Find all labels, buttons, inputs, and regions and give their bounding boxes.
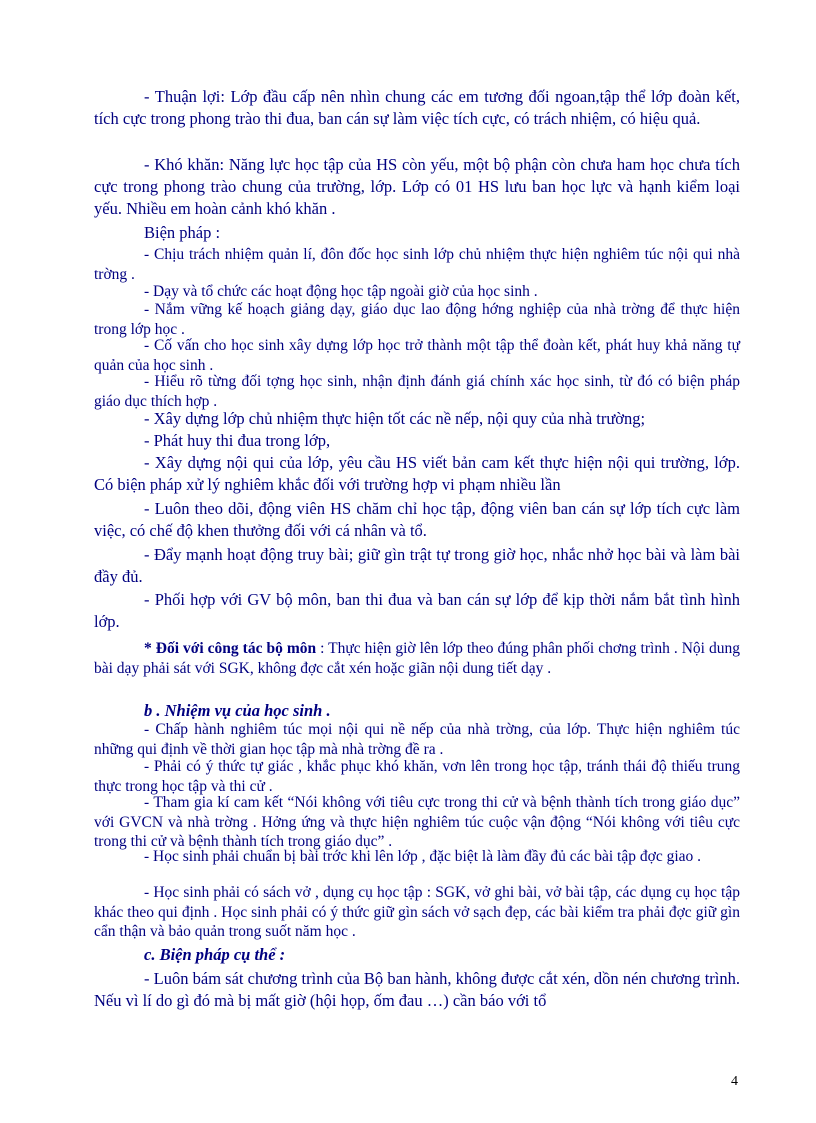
heading-nhiem-vu-hoc-sinh: b . Nhiệm vụ của học sinh .: [144, 701, 331, 720]
bien-phap-item-5: - Hiểu rõ từng đối tợng học sinh, nhận định đánh giá chính xác học sinh, từ đó có biện pháp giáo dục thích hợp .: [94, 373, 740, 410]
bien-phap-label: Biện pháp :: [144, 223, 221, 242]
nhiem-vu-item-3: - Tham gia kí cam kết “Nói không với tiêu cực trong thi cử và bệnh thành tích trong giáo dục” với GVCN và nhà trờng . Hởng ứng và thực hiện nghiêm túc cuộc vận động “Nói không với tiêu cực trong thi cử và bệnh thành tích trong giáo dục” .: [94, 794, 740, 850]
paragraph-thuan-loi: - Thuận lợi: Lớp đầu cấp nên nhìn chung các em tương đối ngoan,tập thể lớp đoàn kết, tích cực trong phong trào thi đua, ban cán sự làm việc tích cực, có trách nhiệm, có hiệu quả.: [94, 87, 740, 128]
doi-voi-cong-tac-bo-mon: [94, 639, 740, 678]
bien-phap-item-10: - Đẩy mạnh hoạt động truy bài; giữ gìn trật tự trong giờ học, nhắc nhở học bài và làm bài đầy đủ.: [94, 545, 740, 586]
bien-phap-item-3: - Nắm vững kế hoạch giảng dạy, giáo dục lao động hớng nghiệp của nhà trờng để thực hiện trong lớp học .: [94, 301, 740, 338]
bien-phap-item-7: - Phát huy thi đua trong lớp,: [144, 431, 331, 450]
bien-phap-item-6: - Xây dựng lớp chủ nhiệm thực hiện tốt các nề nếp, nội quy của nhà trường;: [144, 409, 646, 428]
doi-voi-label: * Đối với công tác bộ môn: [144, 640, 317, 657]
bien-phap-item-1: - Chịu trách nhiệm quản lí, đôn đốc học sinh lớp chủ nhiệm thực hiện nghiêm túc nội qui nhà trờng .: [94, 246, 740, 283]
nhiem-vu-item-1: - Chấp hành nghiêm túc mọi nội qui nề nếp của nhà trờng, của lớp. Thực hiện nghiêm túc những qui định về thời gian học tập mà nhà trờng đề ra .: [94, 721, 740, 758]
bien-phap-item-9: - Luôn theo dõi, động viên HS chăm chỉ học tập, động viên ban cán sự lớp tích cực làm việc, có chế độ khen thưởng đối với cá nhân và tổ.: [94, 499, 740, 540]
nhiem-vu-item-2: - Phải có ý thức tự giác , khắc phục khó khăn, vơn lên trong học tập, tránh thái độ thiếu trung thực trong học tập và thi cử .: [94, 758, 740, 795]
bien-phap-cu-the-item-1: - Luôn bám sát chương trình của Bộ ban hành, không được cắt xén, dồn nén chương trình. Nếu vì lí do gì đó mà bị mất giờ (hội họp, ốm đau …) cần báo với tổ: [94, 969, 740, 1010]
bien-phap-item-11: - Phối hợp với GV bộ môn, ban thi đua và ban cán sự lớp để kịp thời nắm bắt tình hình lớp.: [94, 590, 740, 631]
page-number: 4: [731, 1074, 738, 1089]
nhiem-vu-item-5: - Học sinh phải có sách vở , dụng cụ học tập : SGK, vở ghi bài, vở bài tập, các dụng cụ học tập khác theo qui định . Học sinh phải có ý thức giữ gìn sách vở sạch đẹp, các bài kiểm tra phải đợc giữ gìn cẩn thận và bảo quản trong suốt năm học .: [94, 884, 740, 940]
heading-bien-phap-cu-the: c. Biện pháp cụ thể :: [144, 945, 286, 964]
bien-phap-item-8: - Xây dựng nội qui của lớp, yêu cầu HS viết bản cam kết thực hiện nội qui trường, lớp. Có biện pháp xử lý nghiêm khắc đối với trường hợp vi phạm nhiều lần: [94, 453, 740, 494]
doi-voi-text: : Thực hiện giờ lên lớp theo đúng phân phối chơng trình . Nội dung bài dạy phải sát với SGK, không đợc cắt xén hoặc giãn nội dung tiết dạy .: [94, 640, 740, 677]
bien-phap-item-4: - Cố vấn cho học sinh xây dựng lớp học trở thành một tập thể đoàn kết, phát huy khả năng tự quản của học sinh .: [94, 337, 740, 374]
paragraph-kho-khan: - Khó khăn: Năng lực học tập của HS còn yếu, một bộ phận còn chưa ham học chưa tích cực trong phong trào chung của trường, lớp. Lớp có 01 HS lưu ban học lực và hạnh kiểm loại yếu. Nhiều em hoàn cảnh khó khăn .: [94, 155, 740, 218]
bien-phap-item-2: - Dạy và tổ chức các hoạt động học tập ngoài giờ của học sinh .: [144, 283, 538, 300]
nhiem-vu-item-4: - Học sinh phải chuẩn bị bài trớc khi lên lớp , đặc biệt là làm đầy đủ các bài tập đợc giao .: [144, 848, 702, 865]
